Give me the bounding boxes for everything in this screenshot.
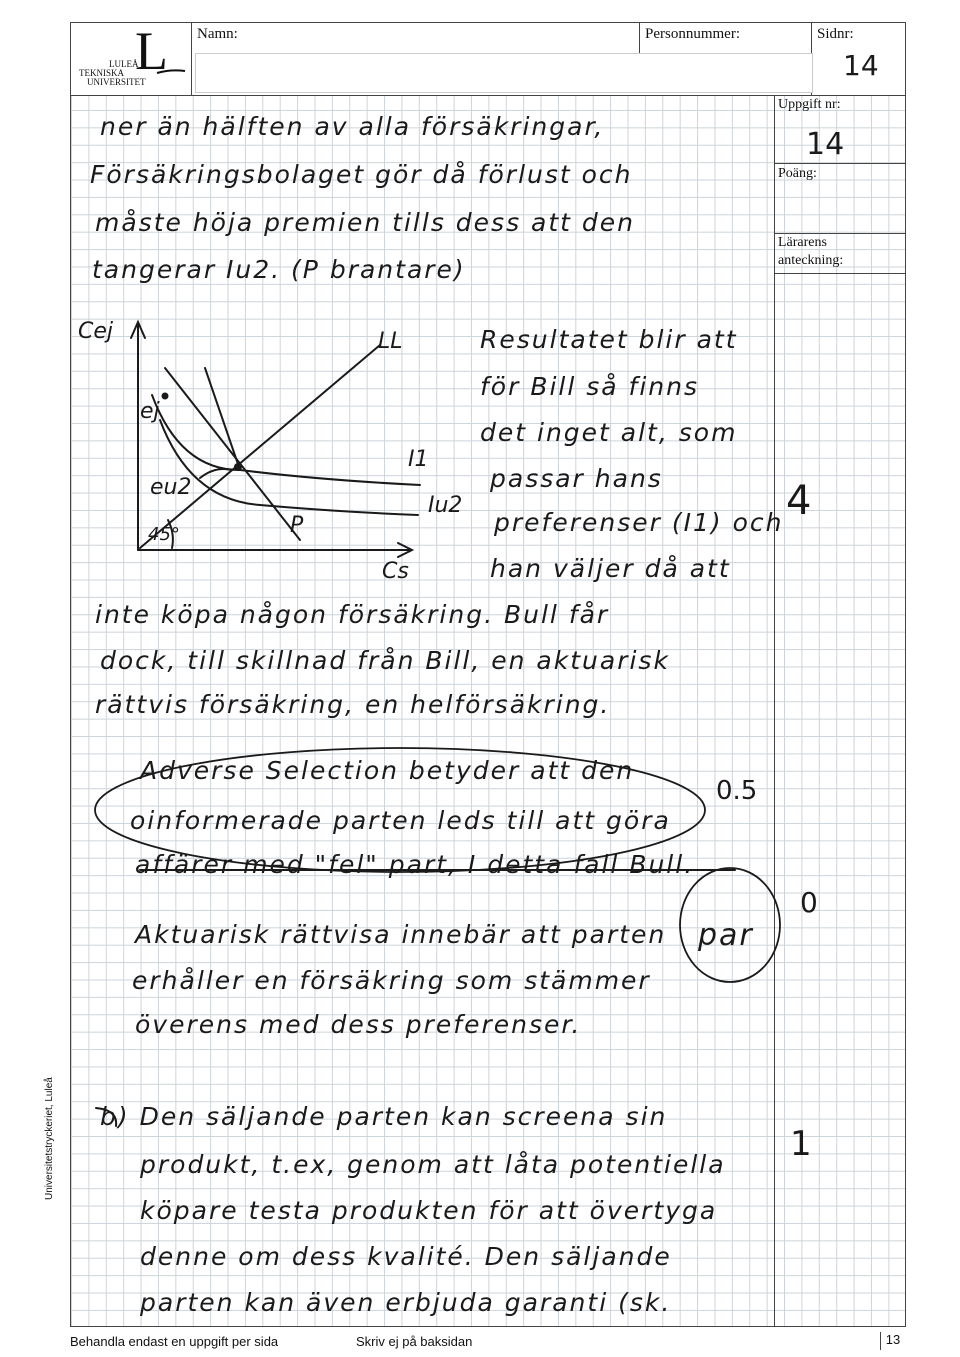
anteckning-label: anteckning: xyxy=(778,253,844,268)
i1-label: I1 xyxy=(408,447,429,472)
uppgift-label: Uppgift nr: xyxy=(778,97,841,112)
margin-note: par xyxy=(698,918,754,953)
indifference-curve-iu2 xyxy=(160,420,418,515)
score-aktuarisk: 0 xyxy=(800,886,818,919)
answer-line: erhåller en försäkring som stämmer xyxy=(132,966,651,995)
sidnr-label: Sidnr: xyxy=(817,26,854,42)
footer-instruction: Behandla endast en uppgift per sida xyxy=(70,1334,279,1349)
eu2-label: eu2 xyxy=(150,475,192,500)
p-label: P xyxy=(290,513,304,538)
answer-line: Resultatet blir att xyxy=(480,325,738,354)
iu2-label: Iu2 xyxy=(428,493,463,518)
answer-line: dock, till skillnad från Bill, en aktuarisk xyxy=(100,646,670,675)
answer-line: ner än hälften av alla försäkringar, xyxy=(100,112,605,141)
answer-line: Aktuarisk rättvisa innebär att parten xyxy=(135,920,667,949)
answer-line: tangerar Iu2. (P brantare) xyxy=(92,255,466,284)
answer-line: måste höja premien tills dess att den xyxy=(95,208,636,237)
answer-line: oinformerade parten leds till att göra xyxy=(130,806,671,835)
answer-line: han väljer då att xyxy=(490,554,731,583)
answer-line: passar hans xyxy=(490,464,663,493)
sidnr-value: 14 xyxy=(843,49,879,82)
indifference-curve-i1 xyxy=(152,395,420,485)
answer-line: affärer med "fel" part, I detta fall Bull. xyxy=(135,850,695,879)
answer-line: inte köpa någon försäkring. Bull får xyxy=(95,600,610,629)
ej-label: ej xyxy=(140,399,160,424)
b-bracket xyxy=(96,1108,116,1126)
uppgift-value: 14 xyxy=(806,127,845,162)
answer-line: produkt, t.ex, genom att låta potentiella xyxy=(140,1150,726,1179)
answer-line: b) Den säljande parten kan screena sin xyxy=(100,1102,668,1131)
ej-point xyxy=(162,393,169,400)
answer-line: denne om dess kvalité. Den säljande xyxy=(140,1242,672,1271)
logo-line-1: LULEÅ xyxy=(109,59,139,69)
x-axis-label: Cs xyxy=(382,559,409,584)
svg-text:L: L xyxy=(135,29,168,81)
margin-circle xyxy=(680,868,780,982)
answer-line: överens med dess preferenser. xyxy=(135,1010,582,1039)
printer-imprint: Universitetstryckeriet, Luleå xyxy=(44,1077,55,1200)
answer-line: köpare testa produkten för att övertyga xyxy=(140,1196,718,1225)
name-label: Namn: xyxy=(197,26,238,42)
score-adverse: 0.5 xyxy=(716,776,758,806)
score-b: 1 xyxy=(790,1124,812,1164)
footer-warning: Skriv ej på baksidan xyxy=(356,1334,473,1349)
budget-line-p xyxy=(165,368,300,540)
answer-line: det inget alt, som xyxy=(480,418,738,447)
eu2-point xyxy=(234,463,242,471)
ll-line xyxy=(140,345,380,548)
score-a: 4 xyxy=(786,478,812,524)
answer-line: Adverse Selection betyder att den xyxy=(140,756,635,785)
answer-line: parten kan även erbjuda garanti (sk. xyxy=(140,1288,672,1317)
y-axis-label: Cej xyxy=(78,319,114,344)
lararens-label: Lärarens xyxy=(778,235,827,250)
logo-line-2: TEKNISKA xyxy=(79,68,124,78)
ll-label: LL xyxy=(378,329,403,354)
personnummer-label: Personnummer: xyxy=(645,26,740,42)
adverse-selection-loop xyxy=(95,748,705,872)
answer-line: Försäkringsbolaget gör då förlust och xyxy=(90,160,633,189)
answer-line: rättvis försäkring, en helförsäkring. xyxy=(95,690,611,719)
answer-line: för Bill så finns xyxy=(480,372,700,401)
budget-line-2 xyxy=(205,368,240,470)
answer-line: preferenser (I1) och xyxy=(494,508,784,537)
angle-label: 45° xyxy=(148,524,180,545)
page-number: 13 xyxy=(880,1332,905,1350)
poang-label: Poäng: xyxy=(778,166,817,181)
logo-line-3: UNIVERSITET xyxy=(87,77,146,87)
